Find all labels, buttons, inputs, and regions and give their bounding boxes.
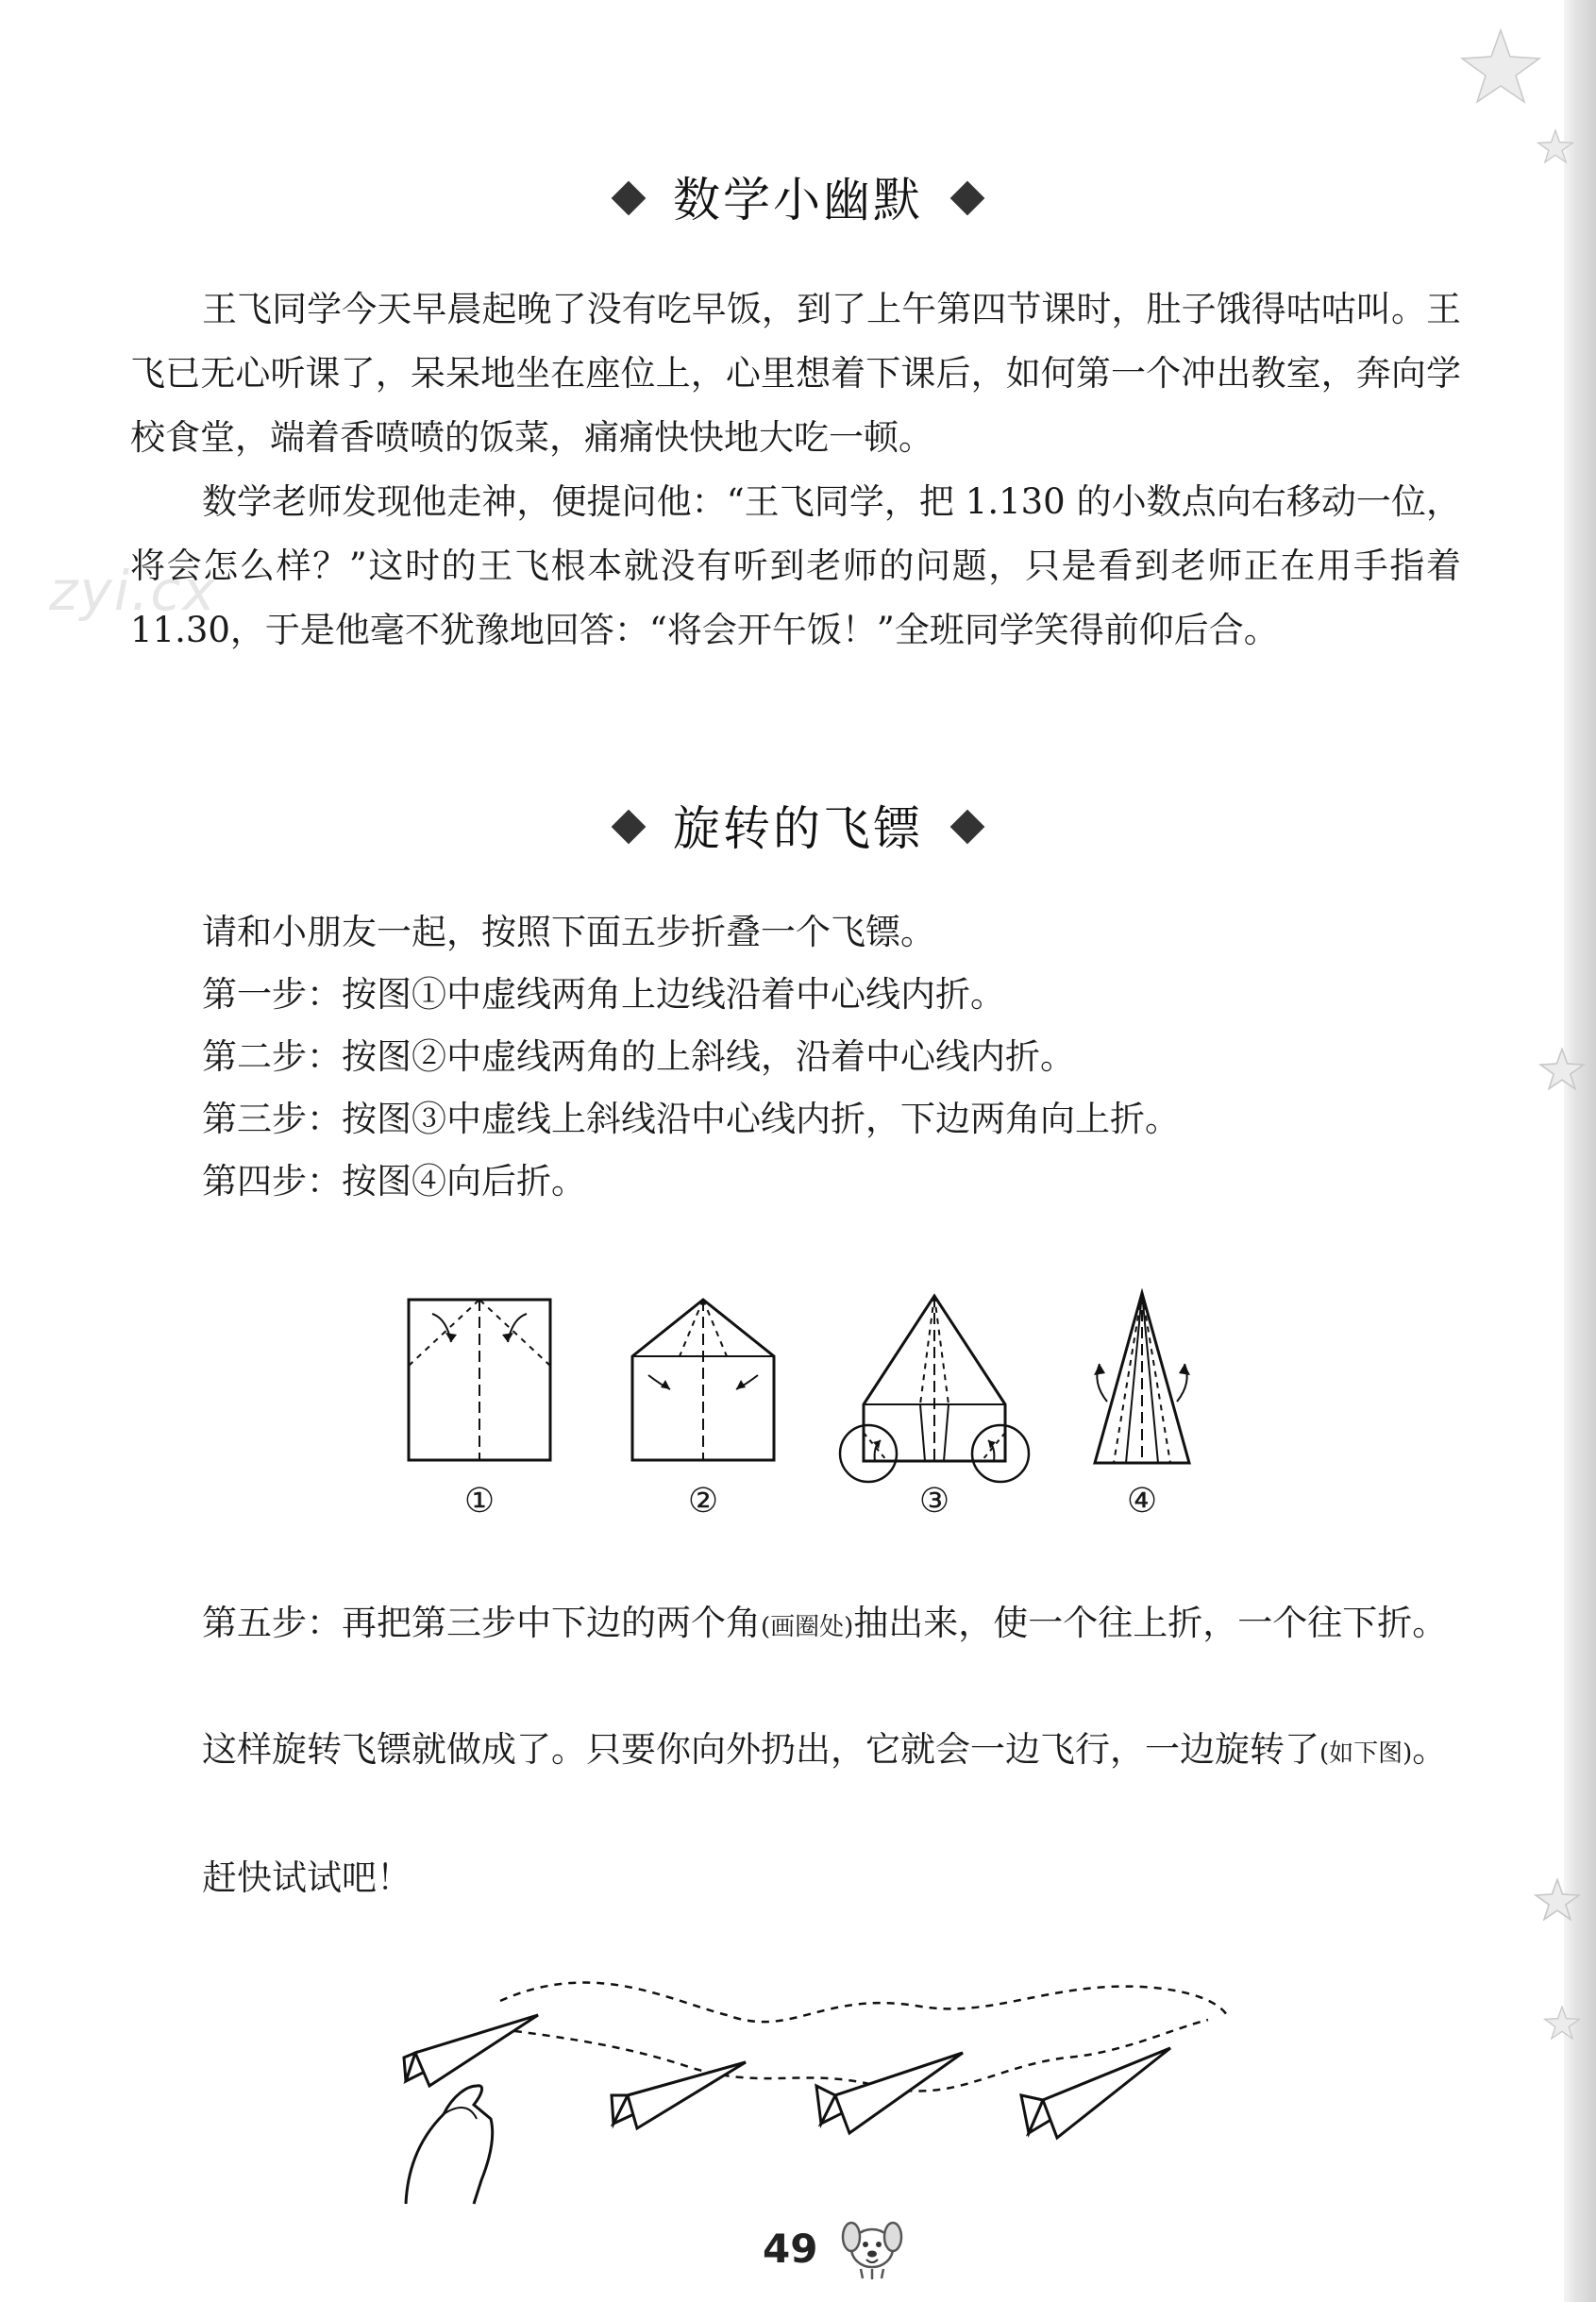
diamond-icon (950, 180, 985, 215)
star-icon (1458, 28, 1543, 104)
step5-text: 第五步：再把第三步中下边的两个角 (202, 1603, 761, 1643)
step5-text: 抽出来，使一个往上折，一个往下折。 (853, 1603, 1448, 1643)
paragraph: 数学老师发现他走神，便提问他：“王飞同学，把 1.130 的小数点向右移动一位，将会怎么样？”这时的王飞根本就没有听到老师的问题，只是看到老师正在用手指着 11.30，于是他毫不犹豫地回答：“将会开午饭！”全班同学笑得前仰后合。 (130, 481, 1461, 650)
intro-text: 请和小朋友一起，按照下面五步折叠一个飞镖。 (202, 912, 935, 952)
step-text (130, 1591, 1461, 1659)
watermark: zyi.cx (49, 559, 217, 623)
section-title-text: 数学小幽默 (673, 173, 923, 227)
result-text (130, 1718, 1461, 1786)
figure-label: ① (463, 1482, 496, 1521)
fold-diagram-4 (1081, 1288, 1203, 1468)
section-title-humor (0, 162, 1596, 230)
fold-diagram-1 (404, 1295, 555, 1465)
page-edge (1564, 0, 1596, 2302)
figure-label: ③ (918, 1482, 950, 1521)
fold-diagram-2 (628, 1295, 779, 1465)
star-icon (1538, 1048, 1586, 1090)
star-icon (1537, 127, 1574, 165)
result-text-end: 。 (1412, 1729, 1448, 1770)
star-icon (1534, 1878, 1581, 1921)
result-text-main: 这样旋转飞镖就做成了。只要你向外扔出，它就会一边飞行，一边旋转了 (202, 1729, 1319, 1770)
puppy-icon (834, 2207, 910, 2282)
diamond-icon (612, 809, 647, 844)
diamond-icon (612, 180, 647, 215)
step-text: 第三步：按图③中虚线上斜线沿中心线内折，下边两角向上折。 (202, 1099, 1180, 1139)
figure-label: ④ (1126, 1482, 1158, 1521)
fold-diagram-3 (835, 1291, 1033, 1489)
section-title-text: 旋转的飞镖 (673, 801, 923, 856)
page-number: 49 (763, 2226, 818, 2272)
flying-dart-illustration (387, 1963, 1236, 2209)
result-note: (如下图) (1319, 1739, 1413, 1768)
star-icon (1543, 2006, 1581, 2040)
final-text: 赶快试试吧！ (202, 1857, 412, 1898)
diamond-icon (950, 809, 985, 844)
paragraph: 王飞同学今天早晨起晚了没有吃早饭，到了上午第四节课时，肚子饿得咕咕叫。王飞已无心听课了，呆呆地坐在座位上，心里想着下课后，如何第一个冲出教室，奔向学校食堂，端着香喷喷的饭菜，痛痛快快地大吃一顿。 (130, 289, 1461, 458)
figure-label: ② (687, 1482, 719, 1521)
section-title-dart (0, 791, 1596, 859)
step-text: 第二步：按图②中虚线两角的上斜线，沿着中心线内折。 (202, 1036, 1075, 1077)
step-text: 第四步：按图④向后折。 (202, 1161, 586, 1201)
step5-note: (画圈处) (761, 1613, 854, 1641)
step-text: 第一步：按图①中虚线两角上边线沿着中心线内折。 (202, 974, 1005, 1015)
